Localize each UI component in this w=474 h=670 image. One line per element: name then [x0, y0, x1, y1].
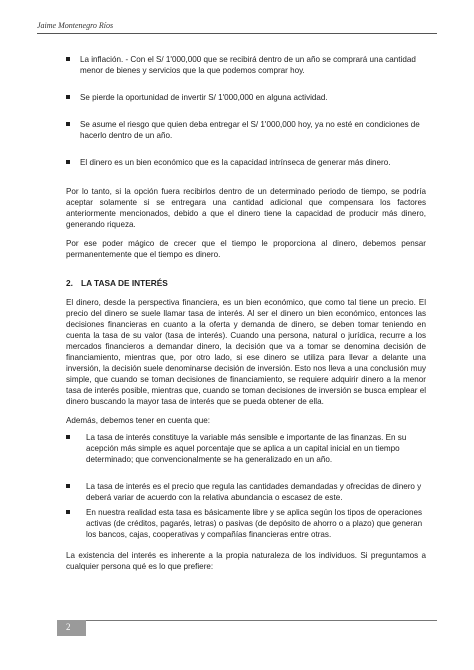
square-bullet-icon: [66, 57, 70, 61]
section-heading: [66, 278, 426, 289]
square-bullet-icon: [66, 510, 70, 514]
list-item: Se pierde la oportunidad de invertir S/ 1'000,000 en alguna actividad.: [66, 92, 426, 103]
list-item: En nuestra realidad esta tasa es básicamente libre y se aplica según los tipos de operaciones activas (de créditos, pagarés, letras) o pasivas (de depósito de ahorro o a plazo) que generan los bancos, cajas, cooperativas y compañías financieras entre otras.: [66, 507, 426, 540]
list-item: La tasa de interés constituye la variable más sensible e importante de las finanzas. En su acepción más simple es aquel porcentaje que se aplica a un capital inicial en un tiempo determinado; que convencionalmente se ha generalizado en un año.: [66, 432, 426, 465]
square-bullet-icon: [66, 160, 70, 164]
list-item: Se asume el riesgo que quien deba entregar el S/ 1'000,000 hoy, ya no esté en condiciones de hacerlo dentro de un año.: [66, 119, 426, 141]
square-bullet-icon: [66, 435, 70, 439]
section-number: 2.: [66, 278, 73, 288]
list-item: La tasa de interés es el precio que regula las cantidades demandadas y ofrecidas de dinero y deberá variar de acuerdo con la relativa abundancia o escasez de este.: [66, 481, 426, 503]
list-item: La inflación. - Con el S/ 1'000,000 que se recibirá dentro de un año se comprará una cantidad menor de bienes y servicios que la que podemos comprar hoy.: [66, 54, 426, 76]
page-number: 2: [66, 622, 71, 632]
page-body: [66, 54, 426, 572]
square-bullet-icon: [66, 484, 70, 488]
bullet-list-bottom: [66, 432, 426, 540]
square-bullet-icon: [66, 122, 70, 126]
section-title: LA TASA DE INTERÉS: [81, 278, 168, 288]
list-item: El dinero es un bien económico que es la capacidad intrínseca de generar más dinero.: [66, 157, 426, 168]
bullet-list-top: [66, 54, 426, 168]
page-number-box: [57, 620, 86, 636]
paragraph: Por lo tanto, si la opción fuera recibirlos dentro de un determinado periodo de tiempo, se podría aceptar solamente si se entregara una cantidad adicional que compensara los factores anteriormente mencionados, debido a que el dinero tiene la capacidad de producir más dinero, generando riqueza.: [66, 187, 426, 229]
running-header-author: Jaime Montenegro Ríos: [37, 21, 114, 30]
header-divider: [37, 33, 437, 34]
footer-divider: [86, 620, 437, 621]
paragraph: El dinero, desde la perspectiva financiera, es un bien económico, que como tal tiene un precio. El precio del dinero se suele llamar tasa de interés. Al ser el dinero un bien económico, entonces las decisiones financieras en cuanto a la oferta y demanda de dinero, se deben tomar teniendo en cuenta la tasa de su valor (tasa de interés). Cuando una persona, natural o jurídica, recurre a los mercados financieros a demandar dinero, la decisión que va a tomar se denomina decisión de financiamiento, mientras que, por otro lado, si ese dinero se utiliza para llevar a delante una inversión, la decisión suele denominarse decisión de inversión. Esto nos lleva a una conclusión muy simple, que cuando se toman decisiones de financiamiento, se requiere adquirir dinero a la menor tasa de interés posible, mientras que, cuando se toman decisiones de inversión se busca emplear el dinero buscando la mayor tasa de interés que se pueda obtener de ella.: [66, 298, 426, 406]
square-bullet-icon: [66, 95, 70, 99]
paragraph: Además, debemos tener en cuenta que:: [66, 416, 210, 425]
paragraph: La existencia del interés es inherente a la propia naturaleza de los individuos. Si preguntamos a cualquier persona qué es lo que prefiere:: [66, 551, 426, 571]
paragraph: Por ese poder mágico de crecer que el tiempo le proporciona al dinero, debemos pensar permanentemente que el tiempo es dinero.: [66, 239, 426, 259]
